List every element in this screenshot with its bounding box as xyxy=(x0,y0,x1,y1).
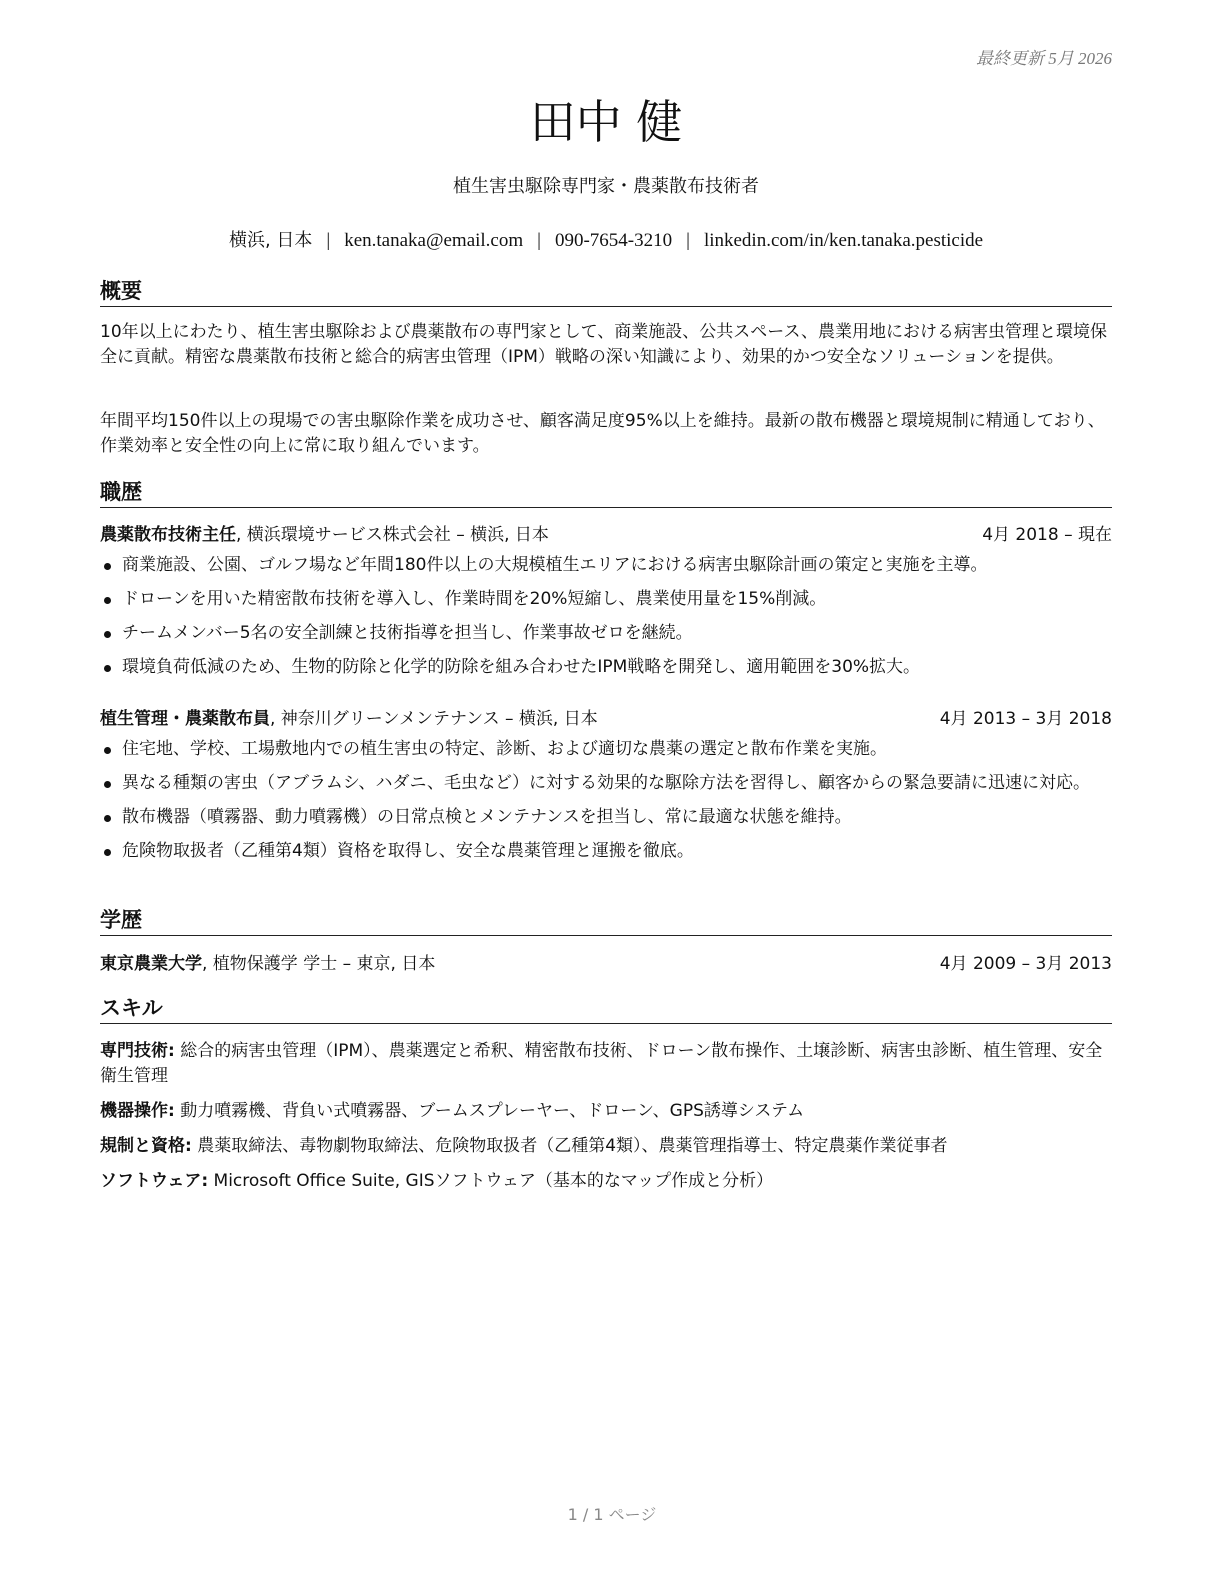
section-title-summary: 概要 xyxy=(100,278,1112,307)
list-item: 散布機器（噴霧器、動力噴霧機）の日常点検とメンテナンスを担当し、常に最適な状態を維持。 xyxy=(100,805,1112,830)
candidate-name: 田中 健 xyxy=(529,95,683,149)
job-org: , 神奈川グリーンメンテナンス – 横浜, 日本 xyxy=(270,709,598,729)
education-line xyxy=(100,952,435,976)
job-bullets xyxy=(100,553,1112,689)
section-title-experience: 職歴 xyxy=(100,479,1112,508)
page-number: 1 / 1 ページ xyxy=(567,1505,657,1524)
education-detail: , 植物保護学 学士 – 東京, 日本 xyxy=(202,954,436,974)
job-bullets xyxy=(100,737,1112,873)
job-role: 農薬散布技術主任 xyxy=(100,525,236,545)
list-item: 環境負荷低減のため、生物的防除と化学的防除を組み合わせたIPM戦略を開発し、適用範囲を30%拡大。 xyxy=(100,655,1112,680)
list-item: 住宅地、学校、工場敷地内での植生害虫の特定、診断、および適切な農薬の選定と散布作業を実施。 xyxy=(100,737,1112,762)
job-role: 植生管理・農薬散布員 xyxy=(100,709,270,729)
skill-row xyxy=(100,1169,1112,1194)
skill-label: 機器操作: xyxy=(100,1101,175,1121)
resume-page xyxy=(100,0,1112,1584)
summary-paragraph: 10年以上にわたり、植生害虫駆除および農薬散布の専門家として、商業施設、公共スペース、農業用地における病害虫管理と環境保全に貢献。精密な農薬散布技術と総合的病害虫管理（IPM）戦略の深い知識により、効果的かつ安全なソリューションを提供。 xyxy=(100,322,1107,367)
contact-phone[interactable]: 090-7654-3210 xyxy=(554,230,673,251)
job-title-line xyxy=(100,707,598,731)
education-entry xyxy=(100,952,1112,976)
section-title-education: 学歴 xyxy=(100,907,1112,936)
list-item: 異なる種類の害虫（アブラムシ、ハダニ、毛虫など）に対する効果的な駆除方法を習得し、顧客からの緊急要請に迅速に対応。 xyxy=(100,771,1112,796)
section-title-skills: スキル xyxy=(100,995,1112,1024)
contact-email[interactable]: ken.tanaka@email.com xyxy=(344,230,524,251)
skill-row xyxy=(100,1099,1112,1124)
list-item: チームメンバー5名の安全訓練と技術指導を担当し、作業事故ゼロを継続。 xyxy=(100,621,1112,646)
list-item: 商業施設、公園、ゴルフ場など年間180件以上の大規模植生エリアにおける病害虫駆除計画の策定と実施を主導。 xyxy=(100,553,1112,578)
contact-location: 横浜, 日本 xyxy=(228,230,313,251)
skill-row xyxy=(100,1039,1112,1089)
skill-value: 動力噴霧機、背負い式噴霧器、ブームスプレーヤー、ドローン、GPS誘導システム xyxy=(174,1101,805,1121)
last-updated: 最終更新 5月 2026 xyxy=(976,49,1112,68)
contact-linkedin[interactable]: linkedin.com/in/ken.tanaka.pesticide xyxy=(703,230,984,251)
skill-label: 専門技術: xyxy=(100,1041,175,1061)
school-name: 東京農業大学 xyxy=(100,954,202,974)
job-header xyxy=(100,523,1112,547)
job-title-line xyxy=(100,523,549,547)
list-item: 危険物取扱者（乙種第4類）資格を取得し、安全な農薬管理と運搬を徹底。 xyxy=(100,839,1112,864)
skill-value: Microsoft Office Suite, GISソフトウェア（基本的なマップ作成と分析） xyxy=(208,1171,774,1191)
job-dates: 4月 2013 – 3月 2018 xyxy=(939,709,1112,729)
job-header xyxy=(100,707,1112,731)
job-org: , 横浜環境サービス株式会社 – 横浜, 日本 xyxy=(236,525,549,545)
job-dates: 4月 2018 – 現在 xyxy=(982,525,1112,545)
summary-paragraph: 年間平均150件以上の現場での害虫駆除作業を成功させ、顧客満足度95%以上を維持。最新の散布機器と環境規制に精通しており、作業効率と安全性の向上に常に取り組んでいます。 xyxy=(100,411,1105,456)
education-dates: 4月 2009 – 3月 2013 xyxy=(939,954,1112,974)
contact-line xyxy=(100,226,1112,252)
skill-label: 規制と資格: xyxy=(100,1136,192,1156)
contact-separator: | xyxy=(326,230,331,251)
list-item: ドローンを用いた精密散布技術を導入し、作業時間を20%短縮し、農業使用量を15%削減。 xyxy=(100,587,1112,612)
skill-label: ソフトウェア: xyxy=(100,1171,209,1191)
headline: 植生害虫駆除専門家・農薬散布技術者 xyxy=(453,176,759,197)
skill-value: 総合的病害虫管理（IPM）、農薬選定と希釈、精密散布技術、ドローン散布操作、土壌診断、病害虫診断、植生管理、安全衛生管理 xyxy=(100,1041,1103,1086)
skill-row xyxy=(100,1134,1112,1159)
contact-separator: | xyxy=(537,230,541,251)
skill-value: 農薬取締法、毒物劇物取締法、危険物取扱者（乙種第4類）、農薬管理指導士、特定農薬作業従事者 xyxy=(191,1136,948,1156)
contact-separator: | xyxy=(686,230,690,251)
